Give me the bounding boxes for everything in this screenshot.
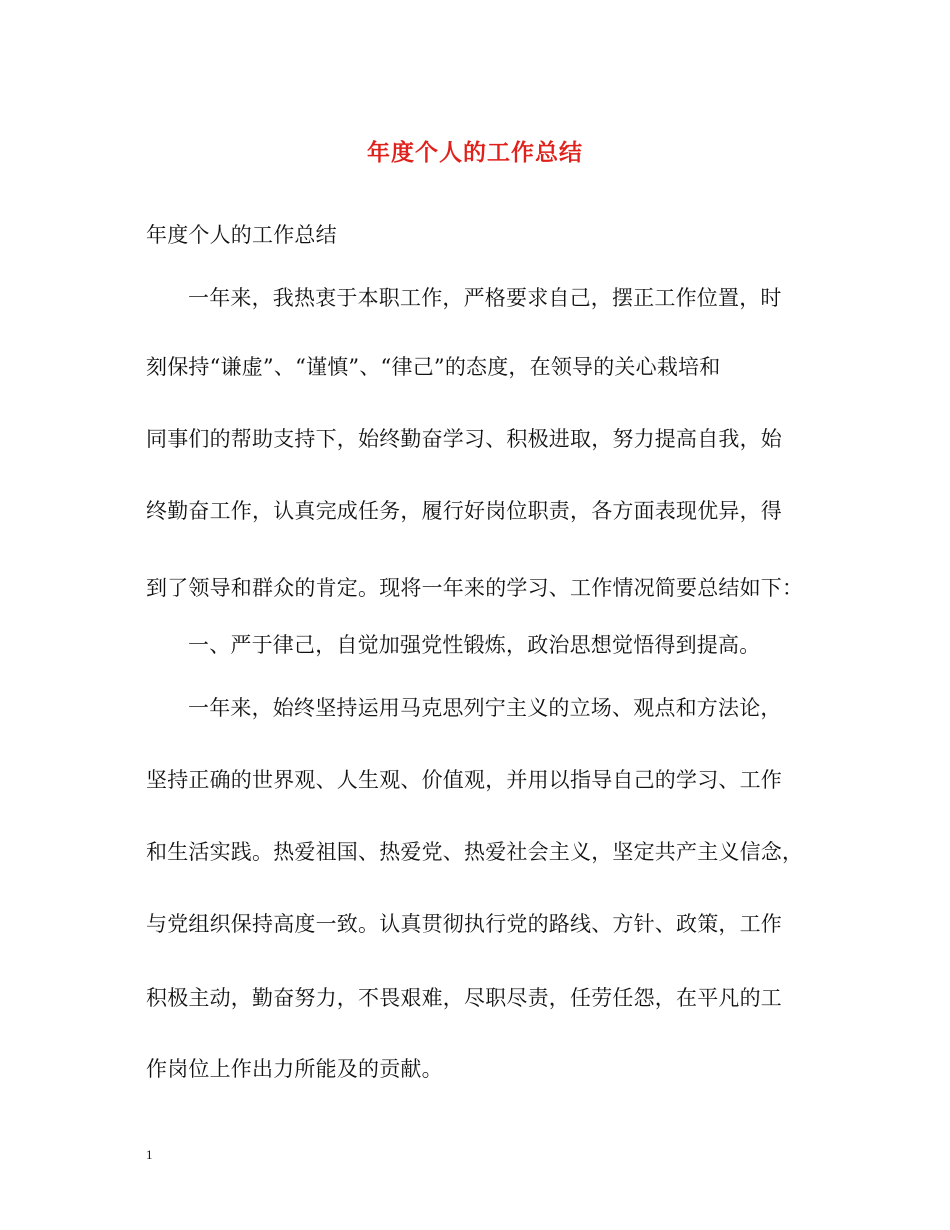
paragraph-line: 坚持正确的世界观、人生观、价值观，并用以指导自己的学习、工作: [146, 768, 782, 792]
paragraph-line: 同事们的帮助支持下，始终勤奋学习、积极进取，努力提高自我，始: [146, 427, 782, 451]
paragraph-line: 积极主动，勤奋努力，不畏艰难，尽职尽责，任劳任怨，在平凡的工: [146, 986, 782, 1010]
paragraph-line: 与党组织保持高度一致。认真贯彻执行党的路线、方针、政策，工作: [146, 912, 782, 936]
page-number: 1: [146, 1147, 153, 1162]
paragraph-line: 和生活实践。热爱祖国、热爱党、热爱社会主义，坚定共产主义信念，: [146, 840, 804, 864]
document-subtitle: 年度个人的工作总结: [146, 223, 337, 247]
document-title: 年度个人的工作总结: [367, 139, 583, 166]
paragraph-line: 刻保持“谦虚”、“谨慎”、“律己”的态度，在领导的关心栽培和: [146, 355, 721, 379]
paragraph-line: 一年来，始终坚持运用马克思列宁主义的立场、观点和方法论，: [188, 696, 782, 720]
paragraph-line: 一年来，我热衷于本职工作，严格要求自己，摆正工作位置，时: [188, 286, 782, 310]
paragraph-line: 到了领导和群众的肯定。现将一年来的学习、工作情况简要总结如下：: [146, 576, 804, 600]
paragraph-line: 作岗位上作出力所能及的贡献。: [146, 1057, 443, 1081]
section-heading: 一、严于律己，自觉加强党性锻炼，政治思想觉悟得到提高。: [188, 633, 761, 657]
paragraph-line: 终勤奋工作，认真完成任务，履行好岗位职责，各方面表现优异，得: [146, 499, 782, 523]
